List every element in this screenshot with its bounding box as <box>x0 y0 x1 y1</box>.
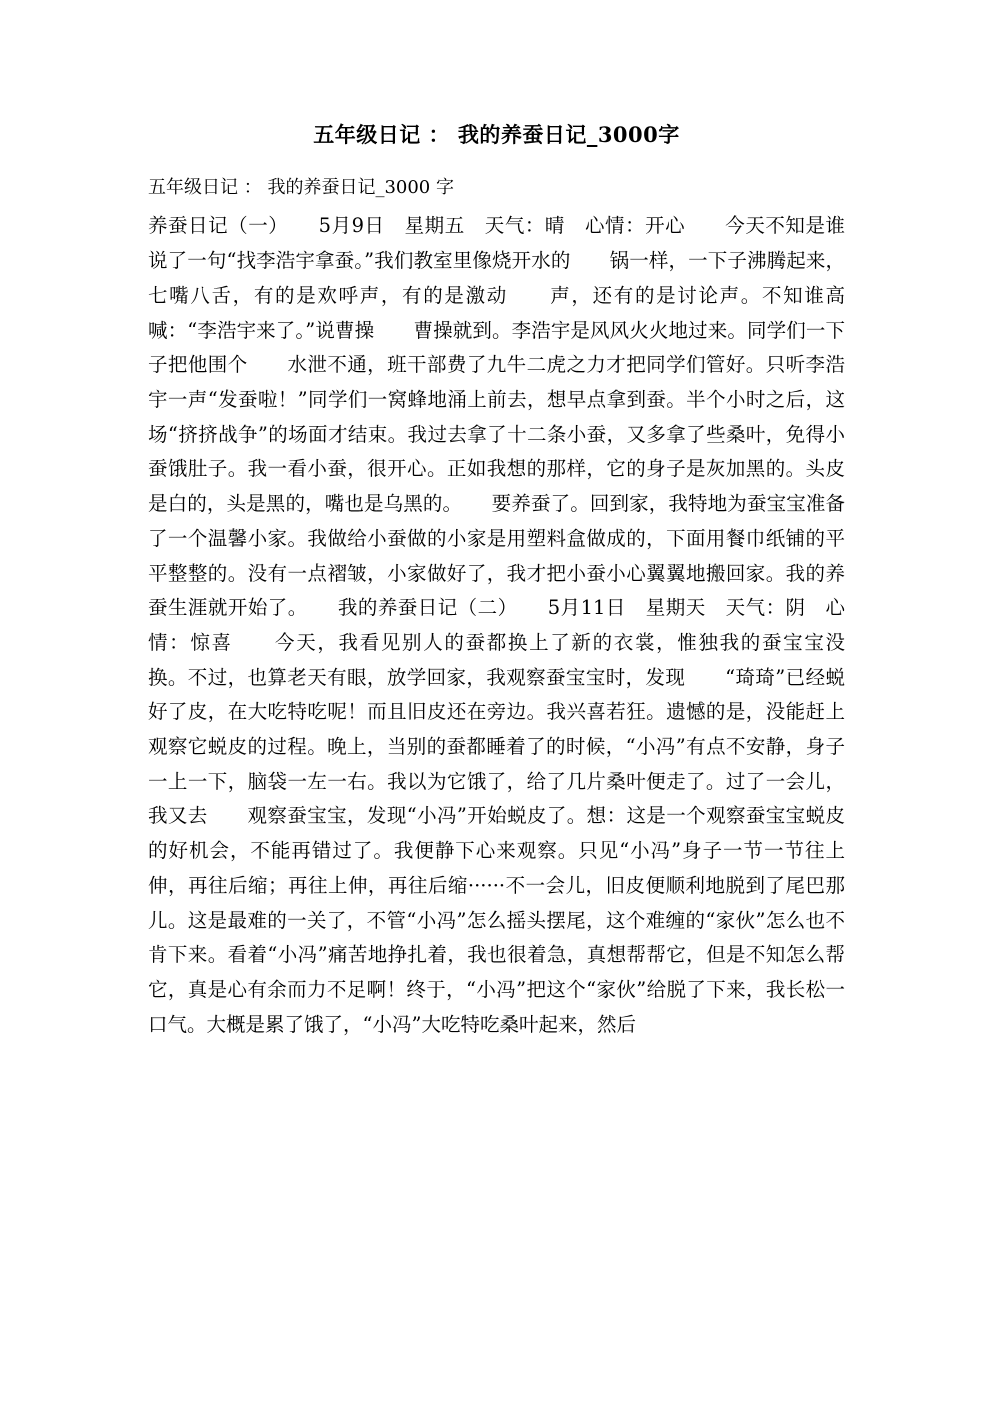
page-title: 五年级日记 ： 我的养蚕日记_3000字 <box>313 122 680 147</box>
document-subtitle: 五年级日记 ： 我的养蚕日记_3000 字 <box>148 177 454 199</box>
document-body: 养蚕日记（一） 5月9日 星期五 天气：晴 心情：开心 今天不知是谁说了一句“找李浩宇拿蚕。”我们教室里像烧开水的 锅一样，一下子沸腾起来，七嘴八舌，有的是欢呼声，有的是激动 声，还有的是讨论声。不知谁高喊：“李浩宇来了。”说曹操 曹操就到。李浩宇是风风火火地过来。同学们一下子把他围个 水泄不通，班干部费了九牛二虎之力才把同学们管好。只听李浩宇一声“发蚕啦！”同学们一窝蜂地涌上前去，想早点拿到蚕。半个小时之后，这场“挤挤战争”的场面才结束。我过去拿了十二条小蚕，又多拿了些桑叶，免得小蚕饿肚子。我一看小蚕，很开心。正如我想的那样，它的身子是灰加黑的。头皮是白的，头是黑的，嘴也是乌黑的。 要养蚕了。回到家，我特地为蚕宝宝准备了一个温馨小家。我做给小蚕做的小家是用塑料盒做成的，下面用餐巾纸铺的平平整整的。没有一点褶皱，小家做好了，我才把小蚕小心翼翼地搬回家。我的养蚕生涯就开始了。 我的养蚕日记（二） 5月11日 星期天 天气：阴 心情：惊喜 今天，我看见别人的蚕都换上了新的衣裳，惟独我的蚕宝宝没 换。不过，也算老天有眼，放学回家，我观察蚕宝宝时，发现 “琦琦”已经蜕好了皮，在大吃特吃呢！而且旧皮还在旁边。我兴喜若狂。遗憾的是，没能赶上观察它蜕皮的过程。晚上，当别的蚕都睡着了的时候，“小冯”有点不安静，身子一上一下，脑袋一左一右。我以为它饿了，给了几片桑叶便走了。过了一会儿，我又去 观察蚕宝宝，发现“小冯”开始蜕皮了。想：这是一个观察蚕宝宝蜕皮的好机会，不能再错过了。我便静下心来观察。只见“小冯”身子一节一节往上伸，再往后缩；再往上伸，再往后缩······不一会儿，旧皮便顺利地脱到了尾巴那儿。这是最难的一关了，不管“小冯”怎么摇头摆尾，这个难缠的“家伙”怎么也不肯下来。看着“小冯”痛苦地挣扎着，我也很着急，真想帮帮它，但是不知怎么帮它，真是心有余而力不足啊！终于，“小冯”把这个“家伙”给脱了下来，我长松一口气。大概是累了饿了，“小冯”大吃特吃桑叶起来，然后 <box>148 214 885 1036</box>
